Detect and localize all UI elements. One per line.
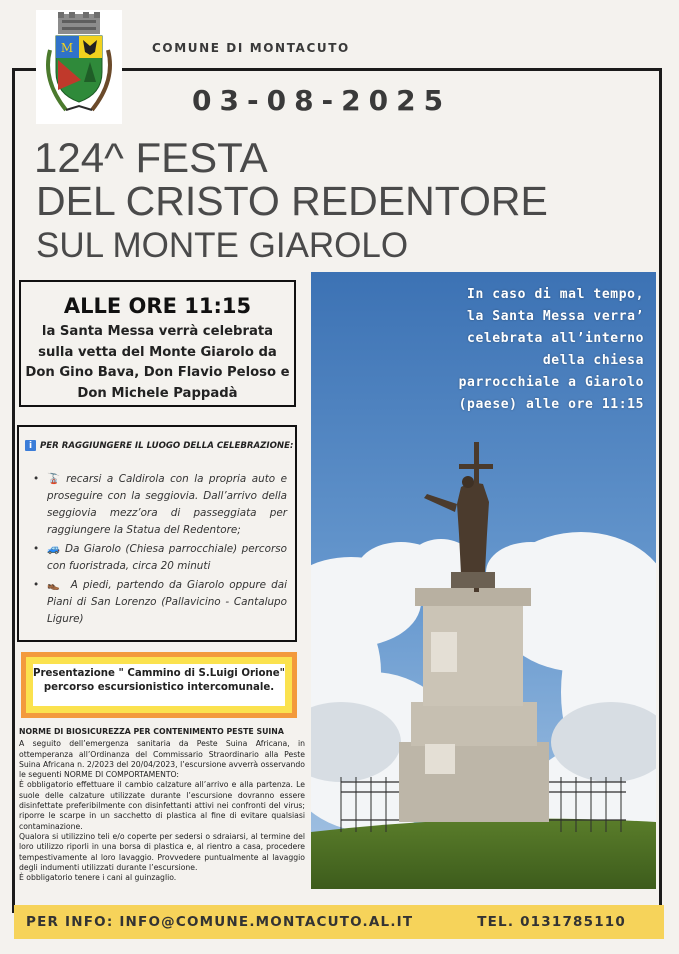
weather-line-3: celebrata all’interno [467,331,644,346]
contact-bar [14,905,664,939]
cammino-line-1: Presentazione " Cammino di S.Luigi Orione" [33,668,285,679]
contact-phone[interactable]: TEL. 0131785110 [477,914,626,930]
mass-time-heading: ALLE ORE 11:15 [63,294,252,318]
directions-heading [25,440,295,451]
event-date: 03-08-2025 [192,84,452,117]
cammino-line-2: percorso escursionistico intercomunale. [43,682,275,693]
directions-box [17,425,297,642]
biosecurity-rules [19,727,305,883]
list-item [47,577,287,628]
weather-line-6: (paese) alle ore 11:15 [458,397,644,412]
municipal-crest [36,10,122,124]
weather-line-5: parrocchiale a Giarolo [458,375,644,390]
title-line-2: DEL CRISTO REDENTORE [36,178,548,224]
contact-email[interactable]: PER INFO: INFO@COMUNE.MONTACUTO.AL.IT [26,914,414,930]
rules-paragraph-1: A seguito dell’emergenza sanitaria da Peste Suina Africana, in ottemperanza all’Ordinanza del Commissario Straordinario alla Peste Suina Africana n. 2/2023 del 20/04/2023, l’escursione avverrà osservando le seguenti NORME DI COMPORTAMENTO: [19,739,305,780]
cammino-box-border [26,657,292,713]
rules-paragraph-2: È obbligatorio effettuare il cambio calzature all’arrivo e alla partenza. Le suole delle calzature utilizzate durante l’escursione dovranno essere disinfettate preferibilmente con disinfettanti attivi nei confronti del virus; riporre le scarpe in un sacchetto di plastica al fine di evitare qualsiasi contaminazione. [19,780,305,831]
direction-text: A piedi, partendo da Giarolo oppure dai Piani di San Lorenzo (Pallavicino - Cantalupo Ligure) [47,579,287,625]
weather-line-2: la Santa Messa verra’ [467,309,644,324]
weather-line-4: della chiesa [542,353,644,368]
rules-heading: NORME DI BIOSICUREZZA PER CONTENIMENTO PESTE SUINA [19,727,284,736]
direction-text: recarsi a Caldirola con la propria auto e proseguire con la seggiovia. Dall’arrivo della seggiovia mezz’ora di passeggiata per raggiungere la Statua del Redentore; [47,473,287,536]
svg-text:M: M [60,41,74,55]
car-icon: 🚙 [47,543,62,555]
direction-text: Da Giarolo (Chiesa parrocchiale) percorso con fuoristrada, circa 20 minuti [47,543,287,572]
weather-line-1: In caso di mal tempo, [467,287,644,302]
directions-list [19,471,295,628]
rules-paragraph-3: Qualora si utilizzino teli e/o coperte per sedersi o sdraiarsi, al termine del loro utilizzo riporli in una borsa di plastica e, al rientro a casa, procedere tempestivamente al loro lavaggio. Provvedere puntualmente al lavaggio degli indumenti utilizzati durante l’escursione. [19,831,305,872]
title-line-3: SUL MONTE GIAROLO [36,226,409,265]
info-icon: i [25,440,36,451]
rules-paragraph-4: È obbligatorio tenere i cani al guinzaglio. [19,873,177,883]
bad-weather-notice [424,284,644,416]
directions-heading-text: PER RAGGIUNGERE IL LUOGO DELLA CELEBRAZIONE: [40,440,294,451]
redeemer-statue-photo [311,272,656,889]
title-line-1: 124^ FESTA [34,134,268,181]
cammino-box-content [33,664,285,706]
boot-icon: 👞 [47,579,62,591]
cable-car-icon: 🚡 [47,473,63,485]
list-item [47,471,287,539]
mass-description: la Santa Messa verrà celebrata sulla vetta del Monte Giarolo da Don Gino Bava, Don Flavio Peloso e Don Michele Pappadà [25,324,290,401]
cammino-box [21,652,297,718]
municipality-name: COMUNE DI MONTACUTO [152,41,350,55]
mass-info-box [19,280,296,407]
list-item [47,541,287,575]
